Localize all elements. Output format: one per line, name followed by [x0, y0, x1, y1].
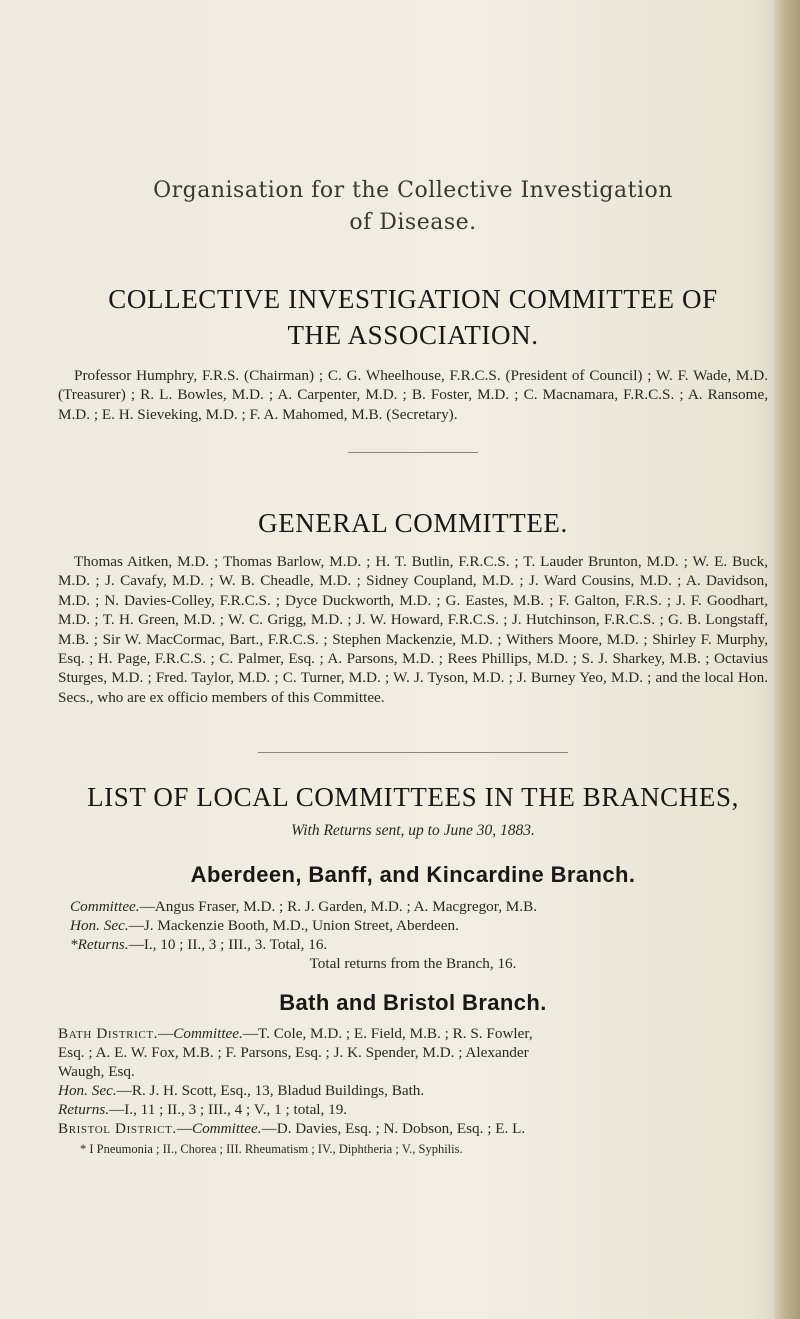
bath-returns-value: —I., 11 ; II., 3 ; III., 4 ; V., 1 ; total, 19.	[109, 1101, 348, 1118]
hon-sec-label: Hon. Sec.	[58, 1082, 117, 1099]
aberdeen-hon-sec-value: —J. Mackenzie Booth, M.D., Union Street, Aberdeen.	[128, 917, 459, 934]
returns-label: *Returns.	[70, 936, 129, 953]
divider	[258, 752, 568, 753]
bath-district-label: Bath District.	[58, 1025, 159, 1042]
committee-title-line1: COLLECTIVE INVESTIGATION COMMITTEE OF	[108, 284, 718, 314]
hon-sec-label: Hon. Sec.	[70, 917, 129, 934]
aberdeen-returns	[70, 935, 780, 954]
returns-label: Returns.	[58, 1101, 110, 1118]
committee-label: Committee.	[173, 1025, 243, 1042]
bristol-committee: Bristol District.—Committee.—D. Davies, Esq. ; N. Dobson, Esq. ; E. L.	[58, 1120, 526, 1137]
committee-title-line2: THE ASSOCIATION.	[287, 320, 539, 350]
bath-hon-sec	[58, 1081, 768, 1100]
general-committee-title: GENERAL COMMITTEE.	[258, 508, 568, 538]
local-committees-subtitle: With Returns sent, up to June 30, 1883.	[291, 822, 535, 839]
bath-committee-line2: Esq. ; A. E. W. Fox, M.B. ; F. Parsons, Esq. ; J. K. Spender, M.D. ; Alexander	[58, 1044, 529, 1061]
committee-label: Committee.	[191, 1120, 262, 1137]
committee-members: Professor Humphry, F.R.S. (Chairman) ; C. G. Wheelhouse, F.R.C.S. (President of Council) ; W. F. Wade, M.D. (Treasurer) ; R. L. Bowles, M.D. ; A. Carpenter, M.D. ; B. Foster, M.D. ; C. Macnamara, F.R.C.S. ; A. Ransome, M.D. ; E. H. Sieveking, M.D. ; F. A. Mahomed, M.B. (Secretary).	[58, 367, 768, 423]
local-committees-title: LIST OF LOCAL COMMITTEES IN THE BRANCHES,	[87, 782, 739, 812]
branch-title-bath: Bath and Bristol Branch.	[279, 990, 547, 1015]
bath-committee-line1: Bath District.—Committee.—T. Cole, M.D. ; E. Field, M.B. ; R. S. Fowler,	[58, 1025, 533, 1042]
aberdeen-committee-members: —Angus Fraser, M.D. ; R. J. Garden, M.D. ; A. Macgregor, M.B.	[139, 898, 538, 915]
bath-committee-line3: Waugh, Esq.	[58, 1063, 135, 1080]
divider	[348, 452, 478, 453]
bristol-district-label: Bristol District.	[58, 1120, 177, 1137]
bath-hon-sec-value: —R. J. H. Scott, Esq., 13, Bladud Buildings, Bath.	[116, 1082, 425, 1099]
aberdeen-total: Total returns from the Branch, 16.	[309, 955, 517, 972]
bath-returns	[58, 1100, 768, 1119]
aberdeen-committee	[70, 897, 780, 916]
branch-title-aberdeen: Aberdeen, Banff, and Kincardine Branch.	[190, 862, 636, 887]
bristol-committee-text: —D. Davies, Esq. ; N. Dobson, Esq. ; E. L.	[261, 1120, 526, 1137]
gothic-heading-line1: Organisation for the Collective Investigation	[153, 178, 673, 203]
committee-label: Committee.	[70, 898, 140, 915]
footnote: * I Pneumonia ; II., Chorea ; III. Rheumatism ; IV., Diphtheria ; V., Syphilis.	[80, 1142, 463, 1156]
aberdeen-returns-value: —I., 10 ; II., 3 ; III., 3. Total, 16.	[128, 936, 328, 953]
gothic-heading-line2: of Disease.	[349, 210, 477, 235]
page-edge	[774, 0, 800, 1319]
aberdeen-hon-sec	[70, 916, 780, 935]
bath-committee-line1-text: —T. Cole, M.D. ; E. Field, M.B. ; R. S. Fowler,	[242, 1025, 533, 1042]
general-committee-members: Thomas Aitken, M.D. ; Thomas Barlow, M.D. ; H. T. Butlin, F.R.C.S. ; T. Lauder Brunton, M.D. ; W. E. Buck, M.D. ; J. Cavafy, M.D. ; W. B. Cheadle, M.D. ; Sidney Coupland, M.D. ; J. Ward Cousins, M.D. ; A. Davidson, M.D. ; N. Davies-Colley, F.R.C.S. ; Dyce Duckworth, M.D. ; G. Eastes, M.B. ; F. Galton, F.R.S. ; J. F. Goodhart, M.D. ; T. H. Green, M.D. ; W. C. Grigg, M.D. ; J. W. Howard, F.R.C.S. ; J. Hutchinson, F.R.C.S. ; G. B. Longstaff, M.B. ; Sir W. MacCormac, Bart., F.R.C.S. ; Stephen Mackenzie, M.D. ; Withers Moore, M.D. ; Shirley F. Murphy, Esq. ; H. Page, F.R.C.S. ; C. Palmer, Esq. ; A. Parsons, M.D. ; Rees Phillips, M.D. ; S. J. Sharkey, M.B. ; Octavius Sturges, M.D. ; Fred. Taylor, M.D. ; C. Turner, M.D. ; W. J. Tyson, M.D. ; J. Burney Yeo, M.D. ; and the local Hon. Secs., who are ex officio members of this Committee.	[58, 553, 768, 706]
